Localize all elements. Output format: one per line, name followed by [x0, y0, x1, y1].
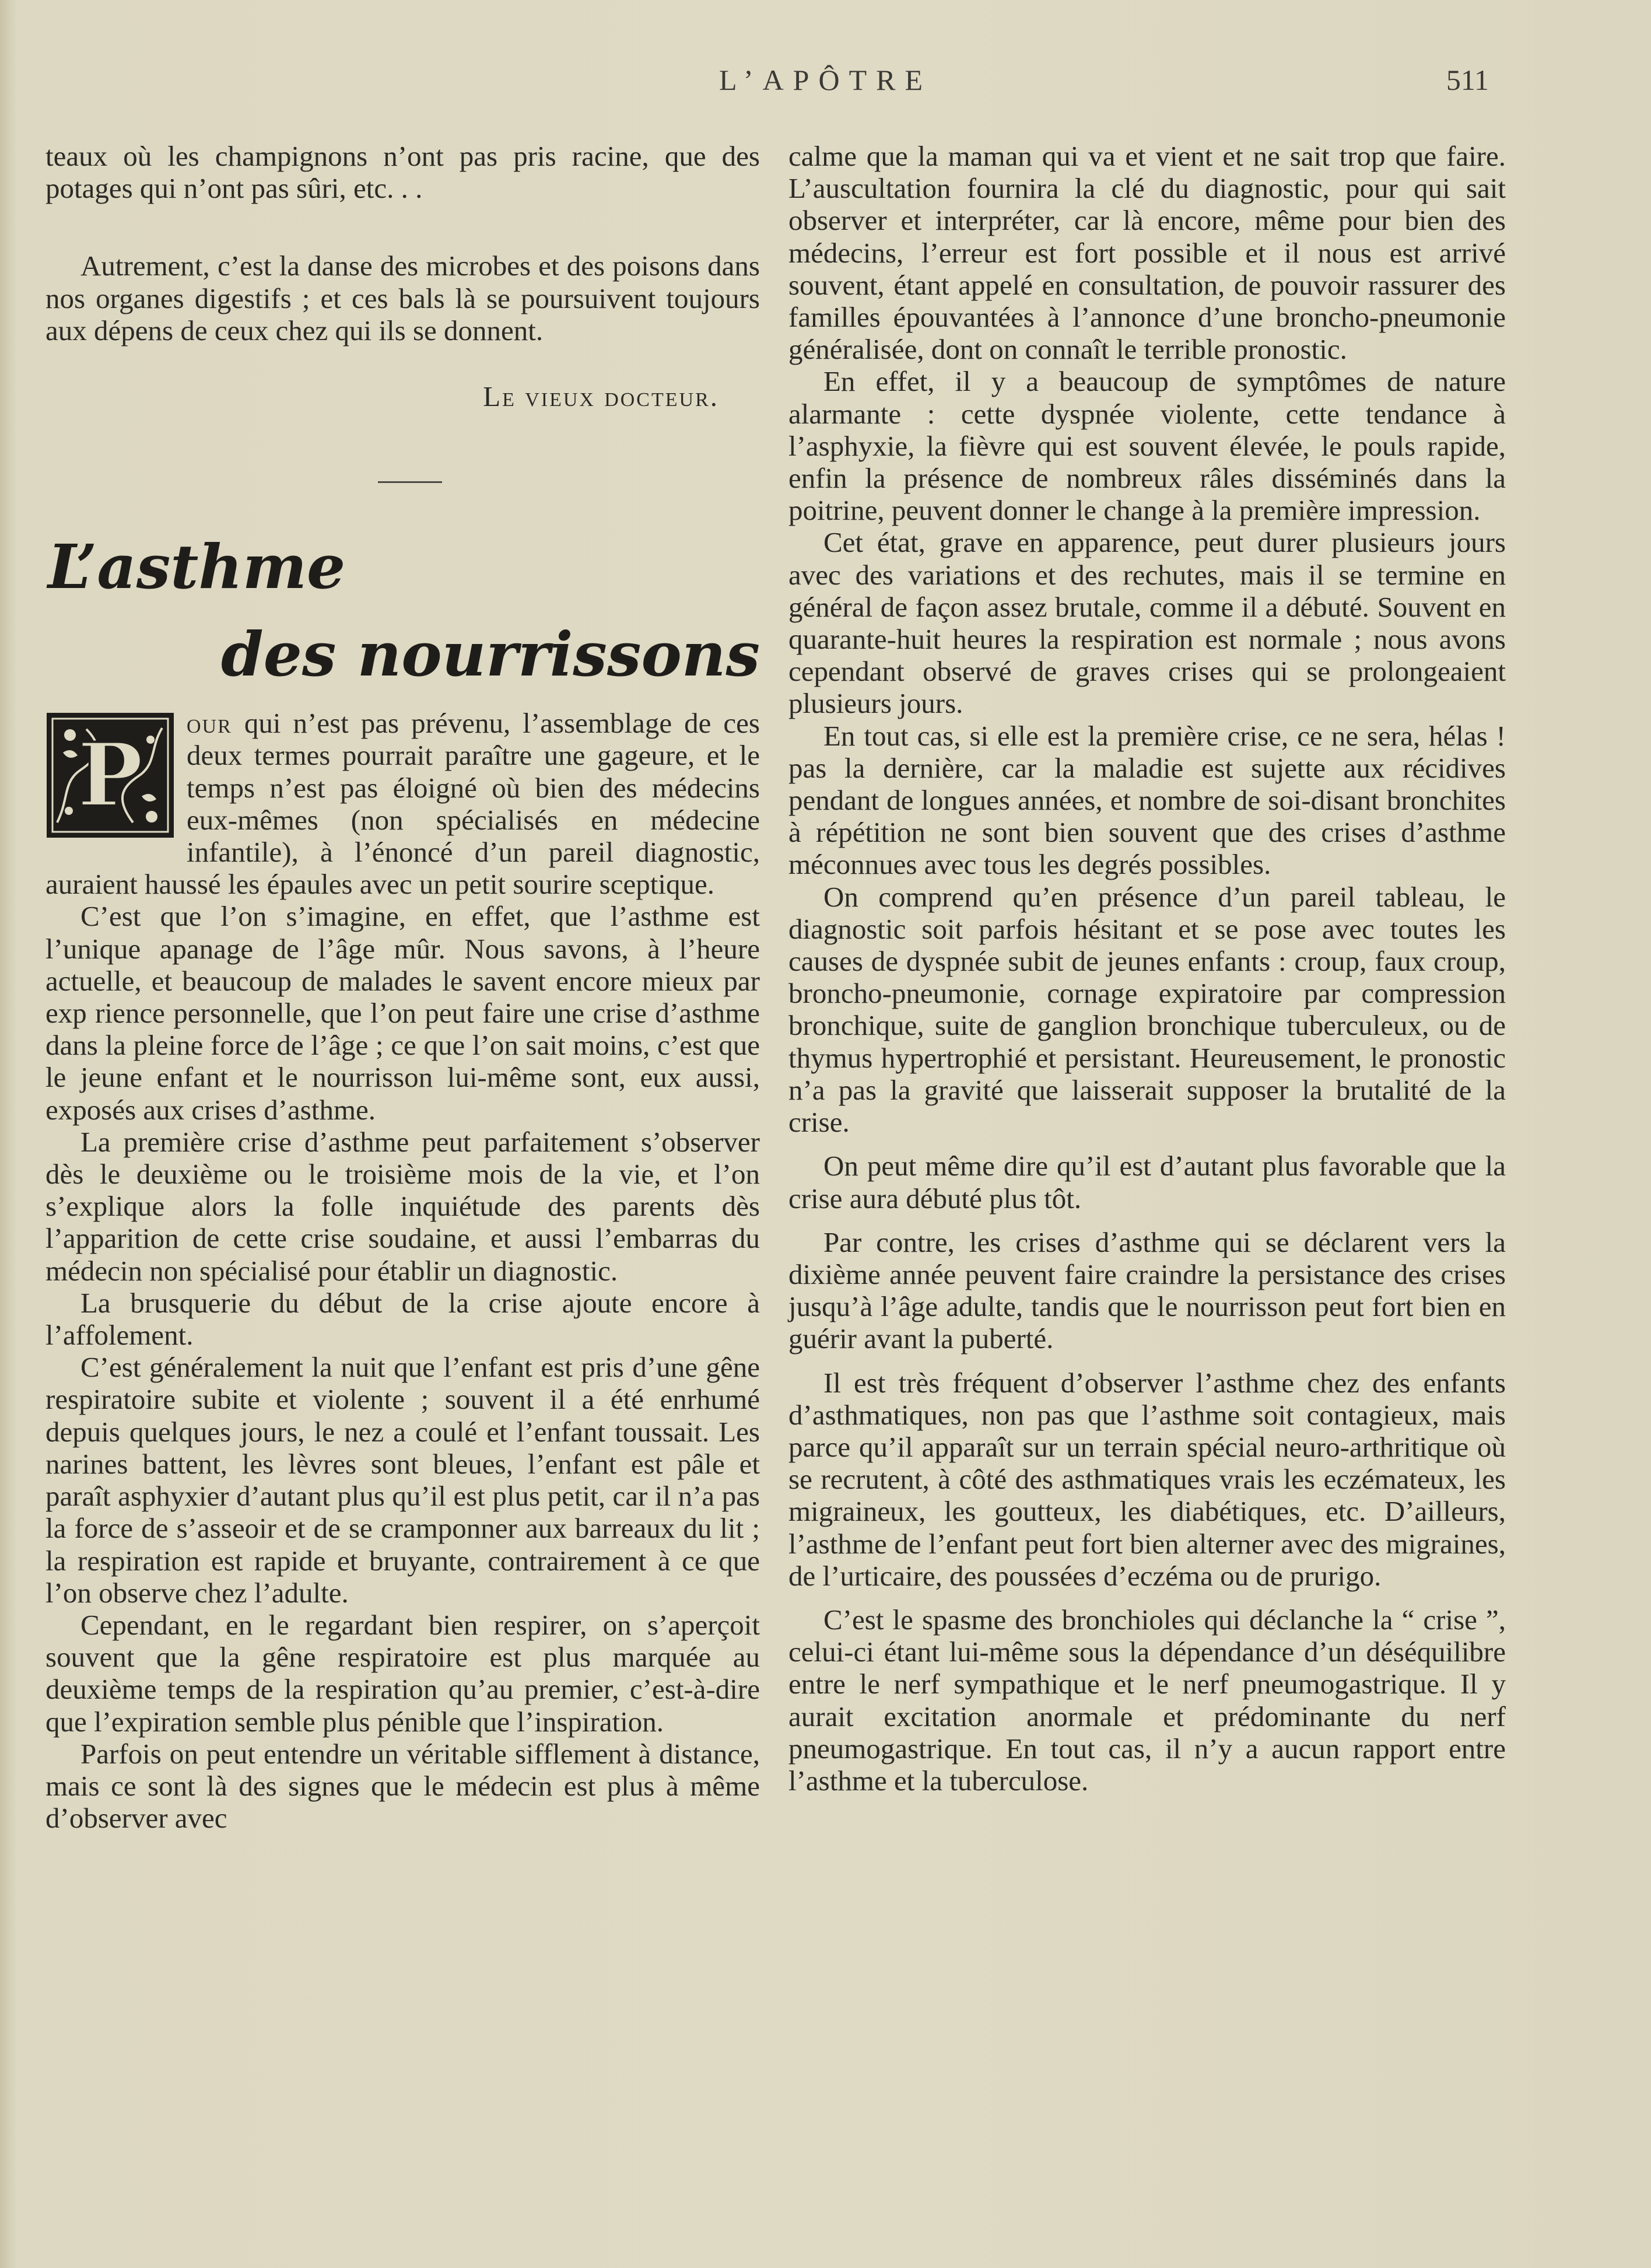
first-paragraph-text: qui n’est pas prévenu, l’assemblage de ces deux termes pourrait paraître une gageure, et le temps n’est pas éloigné où bien des médecins eux-mêmes (non spécialisés en médecine infantile), à l’énoncé d’un pareil diagnostic, auraient haussé les épaules avec un petit sourire sceptique. — [45, 707, 760, 901]
lead-word: our — [187, 707, 232, 740]
article-paragraph: C’est généralement la nuit que l’enfant est pris d’une gêne respiratoire subite et violente ; souvent il a été enrhumé depuis quelques jours, le nez a coulé et l’enfant toussait. Les narines battent, les lèvres sont bleues, l’enfant est pâle et paraît asphyxier d’autant plus qu’il est plus petit, car il n’a pas la force de s’asseoir et de se cramponner aux barreaux du lit ; la respiration est rapide et bruyante, contrairement à ce que l’on observe chez l’adulte. — [45, 1351, 760, 1609]
article-paragraph: En effet, il y a beaucoup de symptômes de nature alarmante : cette dyspnée violente, cette tendance à l’asphyxie, la fièvre qui est souvent élevée, le pouls rapide, enfin la présence de nombreux râles disséminés dans la poitrine, peuvent donner le change à la première impression. — [788, 365, 1506, 527]
article-paragraph: Parfois on peut entendre un véritable sifflement à distance, mais ce sont là des signes que le médecin est plus à même d’observer avec — [45, 1737, 760, 1835]
article-paragraph: La première crise d’asthme peut parfaitement s’observer dès le deuxième ou le troisième mois de la vie, et l’on s’explique alors la folle inquiétude des parents dès l’apparition de cette crise soudaine, et aussi l’embarras du médecin non spécialisé pour établir un diagnostic. — [45, 1125, 760, 1287]
left-column — [45, 140, 760, 1834]
article-paragraph: La brusquerie du début de la crise ajoute encore à l’affolement. — [45, 1286, 760, 1352]
drop-cap-letter: P — [77, 723, 143, 827]
page-number: 511 — [1446, 64, 1489, 96]
article-paragraph: Par contre, les crises d’asthme qui se déclarent vers la dixième année peuvent faire craindre la persistance des crises jusqu’à l’âge adulte, tandis que le nourrisson peut fort bien en guérir avant la puberté. — [788, 1226, 1506, 1355]
article-paragraph: On peut même dire qu’il est d’autant plus favorable que la crise aura débuté plus tôt. — [788, 1150, 1506, 1214]
article-paragraph: En tout cas, si elle est la première crise, ce ne sera, hélas ! pas la dernière, car la maladie est sujette aux récidives pendant de longues années, et nombre de soi-disant bronchites à répétition ne sont bien souvent que des crises d’asthme méconnues avec tous les degrés possibles. — [788, 719, 1506, 881]
article-paragraph: C’est que l’on s’imagine, en effet, que l’asthme est l’unique apanage de l’âge mûr. Nous savons, à l’heure actuelle, et beaucoup de malades le savent encore mieux par exp rience personnelle, que l’on peut faire une crise d’asthme dans la pleine force de l’âge ; ce que l’on sait moins, c’est que le jeune enfant et le nourrisson lui-même sont, eux aussi, exposés aux crises d’asthme. — [45, 900, 760, 1126]
article-paragraph: Cet état, grave en apparence, peut durer plusieurs jours avec des variations et des rechutes, mais il se termine en général de façon assez brutale, comme il a débuté. Souvent en quarante-huit heures la respiration est normale ; nous avons cependant observé de graves crises qui se prolongeaient plusieurs jours. — [788, 526, 1506, 720]
article-title-line-2: des nourrissons — [221, 618, 760, 691]
article-paragraph: On comprend qu’en présence d’un pareil tableau, le diagnostic soit parfois hésitant et se pose avec toutes les causes de dyspnée subit de jeunes enfants : croup, faux croup, broncho-pneumonie, cornage expiratoire par compression bronchique, suite de ganglion bronchique tuberculeux, ou de thymus hypertrophié et persistant. Heureusement, le pronostic n’a pas la gravité que laisserait supposer la brutalité de la crise. — [788, 880, 1506, 1139]
ornamental-drop-cap — [45, 712, 175, 839]
article-title-line-1: L’asthme — [48, 531, 346, 603]
signature-name: e vieux docteur. — [502, 380, 719, 413]
section-divider — [378, 481, 442, 483]
article-paragraph: Cependant, en le regardant bien respirer, on s’aperçoit souvent que la gêne respiratoire est plus marquée au deuxième temps de la respiration qu’au premier, c’est-à-dire que l’expiration semble plus pénible que l’inspiration. — [45, 1608, 760, 1738]
article-paragraph: Il est très fréquent d’observer l’asthme chez des enfants d’asthmatiques, non pas que l’asthme soit contagieux, mais parce qu’il apparaît sur un terrain spécial neuro-arthritique où se recrutent, à côté des asthmatiques vrais les eczémateux, les migraineux, les goutteux, les diabétiques, etc. D’ailleurs, l’asthme de l’enfant peut fort bien alterner avec des migraines, de l’urticaire, des poussées d’eczéma ou de prurigo. — [788, 1366, 1506, 1592]
signature-initial: L — [483, 380, 503, 413]
article-signature — [45, 380, 719, 412]
article-paragraph: calme que la maman qui va et vient et ne sait trop que faire. L’auscultation fournira la clé du diagnostic, pour qui sait observer et interpréter, car là encore, même pour bien des médecins, l’erreur est fort possible et il nous est arrivé souvent, étant appelé en consultation, de pouvoir rassurer des familles épouvantées à l’annonce d’une broncho-pneumonie généralisée, dont on connaît le terrible pronostic. — [788, 140, 1506, 366]
right-column — [788, 140, 1506, 1797]
previous-article-paragraph: Autrement, c’est la danse des microbes et des poisons dans nos organes digestifs ; et ces bals là se poursuivent toujours aux dépens de ceux chez qui ils se donnent. — [45, 250, 760, 346]
article-paragraph: C’est le spasme des bronchioles qui déclanche la “ crise ”, celui-ci étant lui-même sous la dépendance d’un déséquilibre entre le nerf sympathique et le nerf pneumogastrique. Il y aurait excitation anormale et prédominante du nerf pneumogastrique. En tout cas, il n’y a aucun rapport entre l’asthme et la tuberculose. — [788, 1603, 1506, 1797]
journal-title: L’APÔTRE — [718, 64, 933, 96]
running-head — [0, 63, 1651, 110]
article-first-paragraph — [45, 707, 760, 900]
previous-article-paragraph: teaux où les champignons n’ont pas pris racine, que des potages qui n’ont pas sûri, etc. . . — [45, 140, 760, 205]
